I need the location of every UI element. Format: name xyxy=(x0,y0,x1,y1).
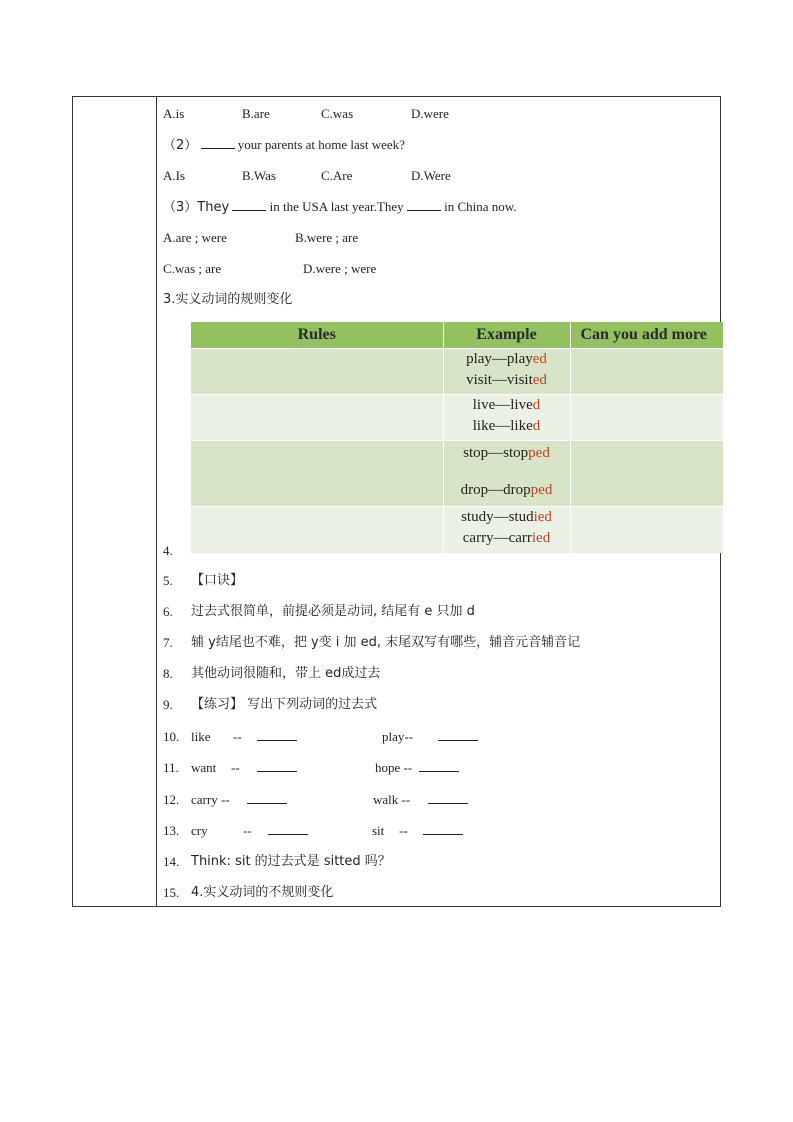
q2-option-c: C.Are xyxy=(321,168,353,183)
q2-number: （2） xyxy=(163,138,198,153)
example-cell: play—played visit—visited xyxy=(443,349,570,395)
list-number: 6. xyxy=(163,604,173,619)
exercise-right-word: hope -- xyxy=(375,760,413,775)
q2-option-a: A.Is xyxy=(163,168,186,183)
list-number: 9. xyxy=(163,697,173,712)
rules-table xyxy=(191,322,724,553)
table-row xyxy=(191,395,723,441)
q1-option-b: B.are xyxy=(242,106,270,121)
header-example: Example xyxy=(443,322,570,349)
answer-blank[interactable] xyxy=(428,792,468,804)
q2-blank xyxy=(201,137,235,149)
rule-cell xyxy=(191,395,443,441)
worksheet-frame xyxy=(72,96,721,907)
q1-option-a: A.is xyxy=(163,106,185,121)
column-divider xyxy=(156,97,157,906)
table-row xyxy=(191,349,723,395)
rules-table-header xyxy=(191,322,723,349)
list-number: 8. xyxy=(163,666,173,681)
q3-option-b: B.were ; are xyxy=(295,230,359,245)
example-cell: stop—stopped drop—dropped xyxy=(443,441,570,507)
list-item-5 xyxy=(163,573,244,589)
exercise-left-word: want xyxy=(191,760,217,775)
rule-cell xyxy=(191,349,443,395)
list-text: 其他动词很随和，带上 ed成过去 xyxy=(191,666,381,681)
list-number: 12. xyxy=(163,792,180,807)
rule-cell xyxy=(191,441,443,507)
answer-blank[interactable] xyxy=(257,760,297,772)
add-more-cell[interactable] xyxy=(570,507,723,553)
q3-prefix: （3）They xyxy=(163,200,230,215)
q2-question xyxy=(163,137,405,154)
q3-suffix: in China now. xyxy=(444,199,517,214)
q3-middle: in the USA last year.They xyxy=(269,199,404,214)
list-number: 4. xyxy=(163,543,173,558)
q3-option-a: A.are ; were xyxy=(163,230,227,245)
exercise-right-word: play-- xyxy=(382,729,414,744)
answer-blank[interactable] xyxy=(247,792,287,804)
list-text: 辅 y结尾也不难，把 y变 i 加 ed, 末尾双写有哪些，辅音元音辅音记 xyxy=(191,635,581,650)
list-item-9 xyxy=(163,697,378,713)
list-number: 10. xyxy=(163,729,180,744)
answer-blank[interactable] xyxy=(423,823,463,835)
table-row xyxy=(191,441,723,507)
add-more-cell[interactable] xyxy=(570,395,723,441)
table-row xyxy=(191,507,723,553)
q3-question xyxy=(163,199,517,216)
add-more-cell[interactable] xyxy=(570,349,723,395)
q3-option-c: C.was ; are xyxy=(163,261,222,276)
list-item-15 xyxy=(163,885,334,901)
list-number: 5. xyxy=(163,573,173,588)
q2-option-b: B.Was xyxy=(242,168,276,183)
section-3-title: 3.实义动词的规则变化 xyxy=(163,292,293,307)
answer-blank[interactable] xyxy=(419,760,459,772)
q3-blank-2 xyxy=(407,199,441,211)
list-item-7 xyxy=(163,635,581,651)
q3-option-d: D.were ; were xyxy=(303,261,377,276)
exercise-left-word: carry -- xyxy=(191,792,230,807)
list-number: 11. xyxy=(163,760,179,775)
exercise-10 xyxy=(163,729,563,745)
list-text: 4.实义动词的不规则变化 xyxy=(191,885,334,900)
list-text: Think: sit 的过去式是 sitted 吗？ xyxy=(191,854,391,869)
list-item-8 xyxy=(163,666,381,682)
example-cell: study—studied carry—carried xyxy=(443,507,570,553)
exercise-13 xyxy=(163,823,563,839)
dash: -- xyxy=(231,760,240,775)
exercise-left-word: like xyxy=(191,729,211,744)
exercise-11 xyxy=(163,760,563,776)
exercise-12 xyxy=(163,792,563,808)
list-text: 【练习】 写出下列动词的过去式 xyxy=(191,697,378,712)
add-more-cell[interactable] xyxy=(570,441,723,507)
answer-blank[interactable] xyxy=(438,729,478,741)
list-number: 14. xyxy=(163,854,180,869)
header-rules: Rules xyxy=(191,322,443,349)
q1-option-c: C.was xyxy=(321,106,354,121)
exercise-right-word: sit xyxy=(372,823,385,838)
list-number: 15. xyxy=(163,885,180,900)
q2-text: your parents at home last week? xyxy=(237,137,405,152)
list-item-6 xyxy=(163,604,475,620)
q3-blank-1 xyxy=(232,199,266,211)
dash: -- xyxy=(399,823,408,838)
list-number: 7. xyxy=(163,635,173,650)
q1-option-d: D.were xyxy=(411,106,449,121)
exercise-left-word: cry xyxy=(191,823,208,838)
list-item-14 xyxy=(163,854,391,870)
answer-blank[interactable] xyxy=(268,823,308,835)
dash: -- xyxy=(233,729,242,744)
dash: -- xyxy=(243,823,252,838)
example-cell: live—lived like—liked xyxy=(443,395,570,441)
answer-blank[interactable] xyxy=(257,729,297,741)
exercise-right-word: walk -- xyxy=(373,792,411,807)
list-item-4 xyxy=(163,543,173,559)
list-text: 过去式很简单，前提必须是动词, 结尾有 e 只加 d xyxy=(191,604,475,619)
q2-option-d: D.Were xyxy=(411,168,451,183)
header-add-more: Can you add more xyxy=(570,322,723,349)
rule-cell xyxy=(191,507,443,553)
list-text: 【口诀】 xyxy=(191,573,244,588)
list-number: 13. xyxy=(163,823,180,838)
